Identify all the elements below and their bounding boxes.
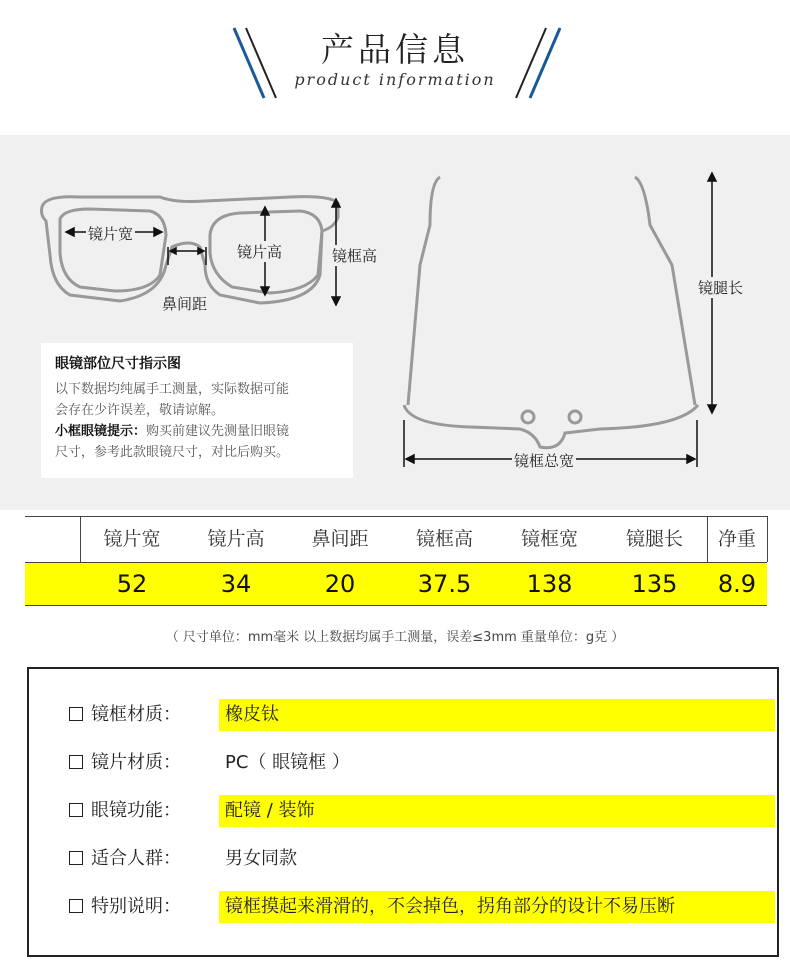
page-title: 产品信息 — [321, 30, 469, 69]
measurement-footnote: （ 尺寸单位：mm毫米 以上数据均属手工测量，误差≤3mm 重量单位：g克 ） — [165, 630, 625, 645]
value-lens-width: 52 — [116, 570, 148, 598]
checkbox-icon — [69, 755, 83, 769]
glasses-front-icon — [42, 197, 339, 303]
label-lens-width: 镜片宽 — [88, 225, 134, 243]
header — [0, 0, 790, 135]
spec-label: 特别说明： — [91, 896, 181, 917]
value-weight: 8.9 — [717, 570, 757, 598]
value-frame-height: 37.5 — [417, 570, 472, 598]
spec-special-note — [69, 891, 759, 923]
label-temple-length: 镜腿长 — [698, 279, 744, 297]
value-frame-width: 138 — [526, 570, 573, 598]
label-lens-height: 镜片高 — [237, 243, 283, 261]
value-lens-height: 34 — [220, 570, 252, 598]
note-title: 眼镜部位尺寸指示图 — [55, 356, 181, 372]
note-line: 以下数据均纯属手工测量，实际数据可能 — [55, 382, 290, 397]
checkbox-icon — [69, 707, 83, 721]
label-bridge: 鼻间距 — [162, 295, 208, 313]
spec-label: 眼镜功能： — [91, 800, 181, 821]
note-tip-label: 小框眼镜提示： — [55, 424, 147, 439]
note-line: 尺寸，参考此款眼镜尺寸，对比后购买。 — [55, 445, 290, 460]
note-tip — [55, 421, 339, 442]
note-tip-text: 购买前建议先测量旧眼镜 — [146, 424, 290, 439]
spec-value: 男女同款 — [225, 848, 297, 869]
spec-audience — [69, 843, 759, 875]
spec-label: 镜片材质： — [91, 752, 181, 773]
size-guide-note — [41, 343, 353, 478]
checkbox-icon — [69, 851, 83, 865]
checkbox-icon — [69, 899, 83, 913]
spec-frame-material — [69, 699, 759, 731]
header-frame-width: 镜框宽 — [520, 528, 578, 550]
spec-value: 镜框摸起来滑滑的，不会掉色，拐角部分的设计不易压断 — [219, 891, 775, 923]
size-header-row — [25, 516, 767, 562]
spec-value: 橡皮钛 — [219, 699, 775, 731]
note-line: 会存在少许误差，敬请谅解。 — [55, 403, 225, 418]
checkbox-icon — [69, 803, 83, 817]
spec-label: 镜框材质： — [91, 704, 181, 725]
value-bridge: 20 — [324, 570, 356, 598]
glasses-top-icon — [404, 177, 698, 448]
spec-list — [27, 667, 779, 957]
header-bridge: 鼻间距 — [311, 528, 369, 550]
size-values-row — [25, 563, 767, 605]
spec-value: PC（ 眼镜框 ） — [225, 752, 350, 773]
spec-value: 配镜 / 装饰 — [219, 795, 775, 827]
spec-function — [69, 795, 759, 827]
spec-label: 适合人群： — [91, 848, 181, 869]
header-weight: 净重 — [717, 528, 756, 550]
page-subtitle: product information — [294, 70, 496, 89]
value-temple-length: 135 — [631, 570, 678, 598]
header-lens-width: 镜片宽 — [103, 528, 161, 550]
label-frame-height: 镜框高 — [332, 247, 378, 265]
header-frame-height: 镜框高 — [415, 528, 473, 550]
label-total-width: 镜框总宽 — [514, 452, 575, 470]
dimension-diagram — [0, 135, 790, 510]
header-temple-length: 镜腿长 — [625, 528, 683, 550]
spec-lens-material — [69, 747, 759, 779]
header-lens-height: 镜片高 — [207, 528, 265, 550]
